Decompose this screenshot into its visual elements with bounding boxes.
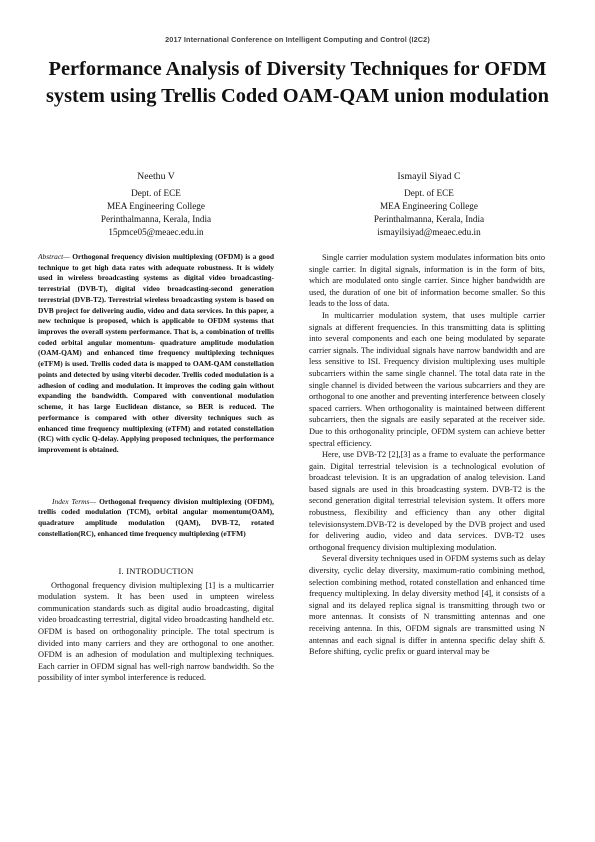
author-email: 15pmce05@meaec.edu.in (108, 226, 204, 237)
paragraph: Single carrier modulation system modulates information bits onto single carrier. In digital signals, information is in the form of bits, which are modulated onto single carrier. Since higher bandwidth are used, the duration of one bit of information become smaller. So this leads to the loss of data. (309, 253, 545, 309)
abstract (38, 252, 274, 456)
author-location: Perinthalmanna, Kerala, India (100, 213, 212, 224)
index-terms-label: Index Terms— (52, 496, 97, 506)
section-heading: I. INTRODUCTION (118, 565, 194, 576)
paragraph: Orthogonal frequency division multiplexing [1] is a multicarrier modulation system. It has been used in umpteen wireless communication standards such as digital audio broadcasting, digital video broadcasting terrestrial, digital video broadcasting handheld etc. OFDM is based on orthogonality principle. The total spectrum is divided into many carriers and they are orthogonal to one another. OFDM is an adhesion of modulation and multiplexing techniques. Each carrier in OFDM signal has well-righ narrow bandwidth. So the possibility of inter symbol interference is reduced. (38, 580, 274, 683)
author-name: Neethu V (137, 171, 175, 182)
author-name: Ismayil Siyad C (397, 171, 461, 182)
index-terms-text: Orthogonal frequency division multiplexing (OFDM), trellis coded modulation (TCM), orbital angular momentum(OAM), quadrature amplitude modulation (QAM), DVB-T2, rotated constellation(RC), enhanced time frequency multiplexing (eTFM) (38, 496, 275, 538)
index-terms (38, 497, 274, 540)
paragraph: In multicarrier modulation system, that uses multiple carrier signals at different frequencies. In this transmitting data is splitting into several components and each one being modulated by separate carrier signals. The individual signals have narrow bandwidth and are less sensitive to ISI. Frequency division multiplexing uses multiple subcarriers within the same single channel. The total data rate in the single channel is divided between the various subcarriers and they are orthogonal to one another and preventing interference between closely spaced carriers. When orthogonality is maintained between different subcarriers, then the signals are easily separated at the receiver side. Due to this orthogonality principle, OFDM system can achieve better spectral efficiency. (309, 310, 545, 448)
author-block-1 (66, 170, 246, 239)
author-dept: Dept. of ECE (404, 187, 454, 198)
paper-title: Performance Analysis of Diversity Techniques for OFDM system using Trellis Coded OAM-QAM union modulation (45, 58, 550, 107)
left-column (38, 252, 274, 684)
abstract-label: Abstract— (38, 252, 70, 261)
abstract-text: Orthogonal frequency division multiplexing (OFDM) is a good technique to get high data rates with adequate robustness. It is widely used in wireless broadcasting systems as digital video broadcasting-terrestrial (DVB-T), digital video broadcasting-second generation terrestrial (DVB-T2). Terrestrial wireless broadcasting system is based on DVB project for delivering audio, video and data services. In this paper, a new technique is proposed, which is applicable to OFDM systems that improves the overall system performance. That is, a combination of trellis coded orbital angular momentum- quadrature amplitude modulation (OAM-QAM) and enhanced time frequency multiplexing techniques (eTFM) is used. Trellis coded data is mapped to OAM-QAM constellation points and detected by using viterbi decoder. Trellis coded modulation is a adhesion of coding and modulation. It improves the coding gain without expanding the bandwidth. Compared with conventional modulation scheme, it has large Euclidean distance, so BER is reduced. The performance is compared with other diversity techniques such as enhanced time frequency multiplexing (eTFM) and rotated constellation (RC) with cyclic Q-delay. Applying proposed techniques, the performance improvement is obtained. (38, 252, 274, 454)
author-block-2 (339, 170, 519, 239)
author-institution: MEA Engineering College (380, 200, 478, 211)
author-email: ismayilsiyad@meaec.edu.in (377, 226, 481, 237)
conference-header: 2017 International Conference on Intelligent Computing and Control (I2C2) (165, 35, 430, 44)
paragraph: Here, use DVB-T2 [2],[3] as a frame to evaluate the performance gain. Digital terrestrial television is a technological evolution of broadcast television. It is an upgradation of analog television. Land based signals are used in this broadcasting system. DVB-T2 is the second generation digital terrestrial television system. It offers more robustness, flexibility and efficiency than any other digital televisionsystem.DVB-T2 is developed by the DVB project and used for delivering audio, video and data services. DVB-T2 uses orthogonal frequency division multiplexing modulation. (309, 450, 545, 552)
author-location: Perinthalmanna, Kerala, India (373, 213, 485, 224)
author-institution: MEA Engineering College (107, 200, 205, 211)
right-column (309, 252, 545, 658)
paragraph: Several diversity techniques used in OFDM systems such as delay diversity, cyclic delay diversity, maximum-ratio combining method, selection combining method, rotated constellation and enhanced time frequency multiplexing. In delay diversity method [4], it consists of a signal and its delayed replica signal is transmitting through two or more antennas. It consists of N transmitting antennas and one receiving antenna. In this, OFDM signals are transmitted using N antennas and each signal is differ in antenna specific delay shift δ. Before shifting, cyclic prefix or guard interval may be (309, 554, 545, 657)
author-dept: Dept. of ECE (131, 187, 181, 198)
